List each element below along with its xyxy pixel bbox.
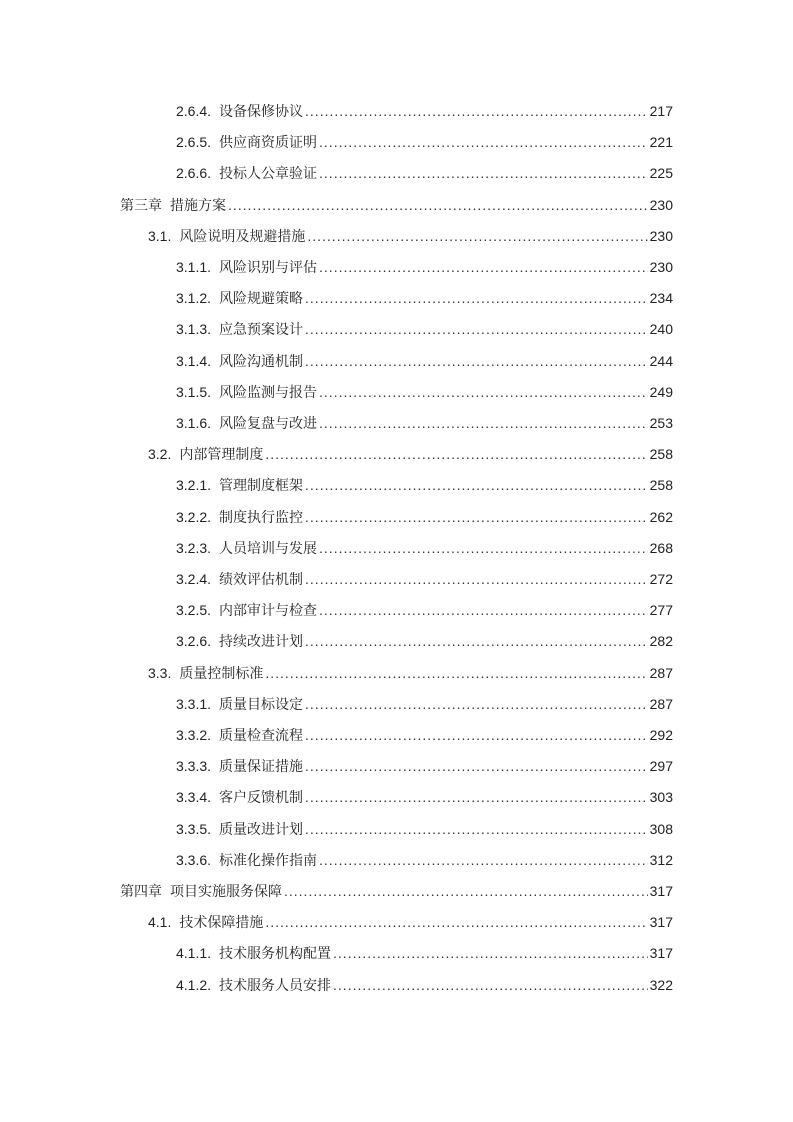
toc-dot-leader [307, 226, 647, 246]
toc-entry-number: 4.1.2. [176, 976, 212, 993]
toc-dot-leader [265, 912, 647, 932]
toc-entry-title: 风险监测与报告 [219, 383, 318, 400]
toc-entry-page: 317 [649, 914, 673, 931]
toc-entry[interactable] [176, 694, 673, 714]
toc-entry-page: 234 [649, 290, 673, 307]
toc-entry-title: 投标人公章验证 [219, 165, 318, 182]
toc-entry-page: 277 [649, 602, 673, 619]
toc-entry[interactable] [176, 475, 673, 495]
toc-entry[interactable] [120, 881, 673, 901]
toc-entry-page: 287 [649, 664, 673, 681]
toc-dot-leader [305, 319, 648, 339]
toc-entry-title: 项目实施服务保障 [170, 883, 282, 899]
toc-entry-page: 221 [649, 134, 673, 151]
toc-entry-page: 225 [649, 165, 673, 182]
toc-entry-page: 312 [649, 851, 673, 868]
toc-entry-page: 253 [649, 415, 673, 431]
toc-entry-number: 3.2.2. [176, 508, 212, 525]
toc-entry-number: 3.1.6. [176, 415, 212, 431]
toc-entry-page: 258 [649, 477, 673, 494]
toc-entry-page: 292 [649, 727, 673, 743]
toc-entry-title: 设备保修协议 [219, 103, 304, 119]
toc-dot-leader [319, 850, 648, 870]
toc-entry-number: 2.6.6. [176, 165, 212, 182]
toc-entry-page: 262 [649, 508, 673, 525]
toc-entry-number: 3.3.2. [176, 727, 212, 743]
toc-entry-page: 297 [649, 758, 673, 775]
toc-entry-number: 第四章 [120, 883, 162, 899]
toc-entry[interactable] [148, 444, 673, 464]
toc-entry-page: 249 [649, 383, 673, 400]
toc-entry-page: 303 [649, 789, 673, 806]
toc-entry[interactable] [148, 226, 673, 246]
toc-entry[interactable] [148, 912, 673, 932]
toc-entry-title: 质量检查流程 [219, 727, 304, 743]
toc-entry-number: 3.1.5. [176, 383, 212, 400]
toc-entry[interactable] [176, 819, 673, 839]
toc-entry-number: 4.1. [148, 914, 172, 931]
toc-dot-leader [305, 694, 648, 714]
toc-entry-title: 制度执行监控 [219, 508, 304, 525]
toc-dot-leader [284, 881, 648, 901]
toc-dot-leader [305, 101, 648, 121]
toc-dot-leader [305, 351, 648, 371]
toc-entry-number: 3.1. [148, 227, 172, 244]
toc-dot-leader [265, 663, 647, 683]
toc-entry-title: 技术服务人员安排 [219, 976, 332, 993]
toc-entry[interactable] [176, 257, 673, 277]
toc-dot-leader [305, 819, 648, 839]
toc-entry-page: 230 [649, 196, 673, 213]
toc-entry-title: 人员培训与发展 [219, 539, 318, 556]
toc-entry[interactable] [176, 787, 673, 807]
toc-entry-number: 3.2.6. [176, 633, 212, 650]
toc-entry-number: 3.1.3. [176, 321, 212, 338]
toc-dot-leader [319, 600, 648, 620]
toc-entry-title: 风险规避策略 [219, 290, 304, 307]
toc-entry[interactable] [176, 507, 673, 527]
toc-entry-number: 2.6.5. [176, 134, 212, 151]
toc-entry-page: 322 [649, 976, 673, 993]
toc-entry-page: 230 [649, 259, 673, 275]
toc-dot-leader [319, 163, 648, 183]
toc-entry-title: 管理制度框架 [219, 477, 304, 494]
toc-dot-leader [319, 413, 648, 433]
toc-entry-number: 3.2.3. [176, 539, 212, 556]
toc-entry-page: 287 [649, 695, 673, 712]
toc-entry-page: 258 [649, 446, 673, 463]
toc-entry-title: 风险识别与评估 [219, 259, 318, 275]
toc-dot-leader [319, 382, 648, 402]
toc-entry-page: 268 [649, 539, 673, 556]
toc-entry-title: 风险说明及规避措施 [179, 227, 306, 244]
toc-entry-title: 技术服务机构配置 [219, 945, 332, 962]
toc-entry-number: 3.3. [148, 664, 172, 681]
toc-dot-leader [319, 538, 648, 558]
toc-entry-page: 244 [649, 352, 673, 369]
toc-entry[interactable] [176, 725, 673, 745]
toc-entry-title: 风险沟通机制 [219, 352, 304, 369]
toc-entry[interactable] [176, 943, 673, 963]
toc-dot-leader [333, 975, 648, 995]
toc-entry-number: 3.3.3. [176, 758, 212, 775]
toc-entry-title: 技术保障措施 [179, 914, 264, 931]
toc-entry-title: 质量控制标准 [179, 664, 264, 681]
toc-dot-leader [305, 569, 648, 589]
toc-entry-title: 内部管理制度 [179, 446, 264, 463]
toc-entry[interactable] [176, 631, 673, 651]
toc-entry-title: 供应商资质证明 [219, 134, 318, 151]
toc-entry[interactable] [176, 413, 673, 433]
toc-entry[interactable] [176, 163, 673, 183]
toc-entry[interactable] [176, 101, 673, 121]
toc-entry-title: 内部审计与检查 [219, 602, 318, 619]
toc-entry-number: 3.2.4. [176, 571, 212, 587]
toc-entry[interactable] [176, 600, 673, 620]
toc-entry-title: 质量目标设定 [219, 695, 304, 712]
toc-entry[interactable] [176, 975, 673, 995]
toc-entry-page: 230 [649, 227, 673, 244]
toc-entry-number: 3.3.4. [176, 789, 212, 806]
toc-entry[interactable] [176, 319, 673, 339]
toc-entry[interactable] [176, 569, 673, 589]
toc-dot-leader [305, 787, 648, 807]
toc-entry-title: 风险复盘与改进 [219, 415, 318, 431]
toc-dot-leader [333, 943, 648, 963]
toc-dot-leader [305, 756, 648, 776]
toc-entry[interactable] [176, 538, 673, 558]
toc-entry-page: 317 [649, 945, 673, 962]
toc-entry-number: 3.3.1. [176, 695, 212, 712]
toc-entry-number: 第三章 [120, 196, 162, 213]
toc-entry-title: 标准化操作指南 [219, 851, 318, 868]
toc-entry-title: 持续改进计划 [219, 633, 304, 650]
toc-entry-page: 240 [649, 321, 673, 338]
toc-entry-number: 3.1.2. [176, 290, 212, 307]
toc-dot-leader [305, 507, 648, 527]
toc-dot-leader [305, 631, 648, 651]
toc-dot-leader [305, 725, 648, 745]
toc-entry-title: 质量保证措施 [219, 758, 304, 775]
toc-dot-leader [319, 132, 648, 152]
toc-entry-page: 217 [649, 103, 673, 119]
toc-entry-number: 3.2.1. [176, 477, 212, 494]
toc-entry[interactable] [148, 663, 673, 683]
toc-dot-leader [265, 444, 647, 464]
toc-entry-page: 272 [649, 571, 673, 587]
toc-entry[interactable] [176, 756, 673, 776]
toc-entry-number: 3.1.1. [176, 259, 212, 275]
toc-entry-number: 3.2.5. [176, 602, 212, 619]
toc-entry-number: 3.2. [148, 446, 172, 463]
toc-dot-leader [228, 195, 648, 215]
toc-entry[interactable] [176, 382, 673, 402]
toc-entry[interactable] [120, 195, 673, 215]
toc-entry-page: 282 [649, 633, 673, 650]
toc-entry-title: 绩效评估机制 [219, 571, 304, 587]
toc-dot-leader [305, 475, 648, 495]
toc-entry-title: 应急预案设计 [219, 321, 304, 338]
toc-dot-leader [305, 288, 648, 308]
toc-entry-page: 308 [649, 820, 673, 837]
toc-entry-title: 措施方案 [170, 196, 226, 213]
toc-entry-title: 质量改进计划 [219, 820, 304, 837]
toc-entry[interactable] [176, 850, 673, 870]
toc-entry[interactable] [176, 351, 673, 371]
toc-entry-number: 4.1.1. [176, 945, 212, 962]
toc-entry-title: 客户反馈机制 [219, 789, 304, 806]
toc-entry[interactable] [176, 132, 673, 152]
toc-entry-page: 317 [649, 883, 673, 899]
toc-entry[interactable] [176, 288, 673, 308]
toc-entry-number: 3.1.4. [176, 352, 212, 369]
toc-entry-number: 3.3.6. [176, 851, 212, 868]
toc-dot-leader [319, 257, 648, 277]
toc-entry-number: 3.3.5. [176, 820, 212, 837]
toc-entry-number: 2.6.4. [176, 103, 212, 119]
